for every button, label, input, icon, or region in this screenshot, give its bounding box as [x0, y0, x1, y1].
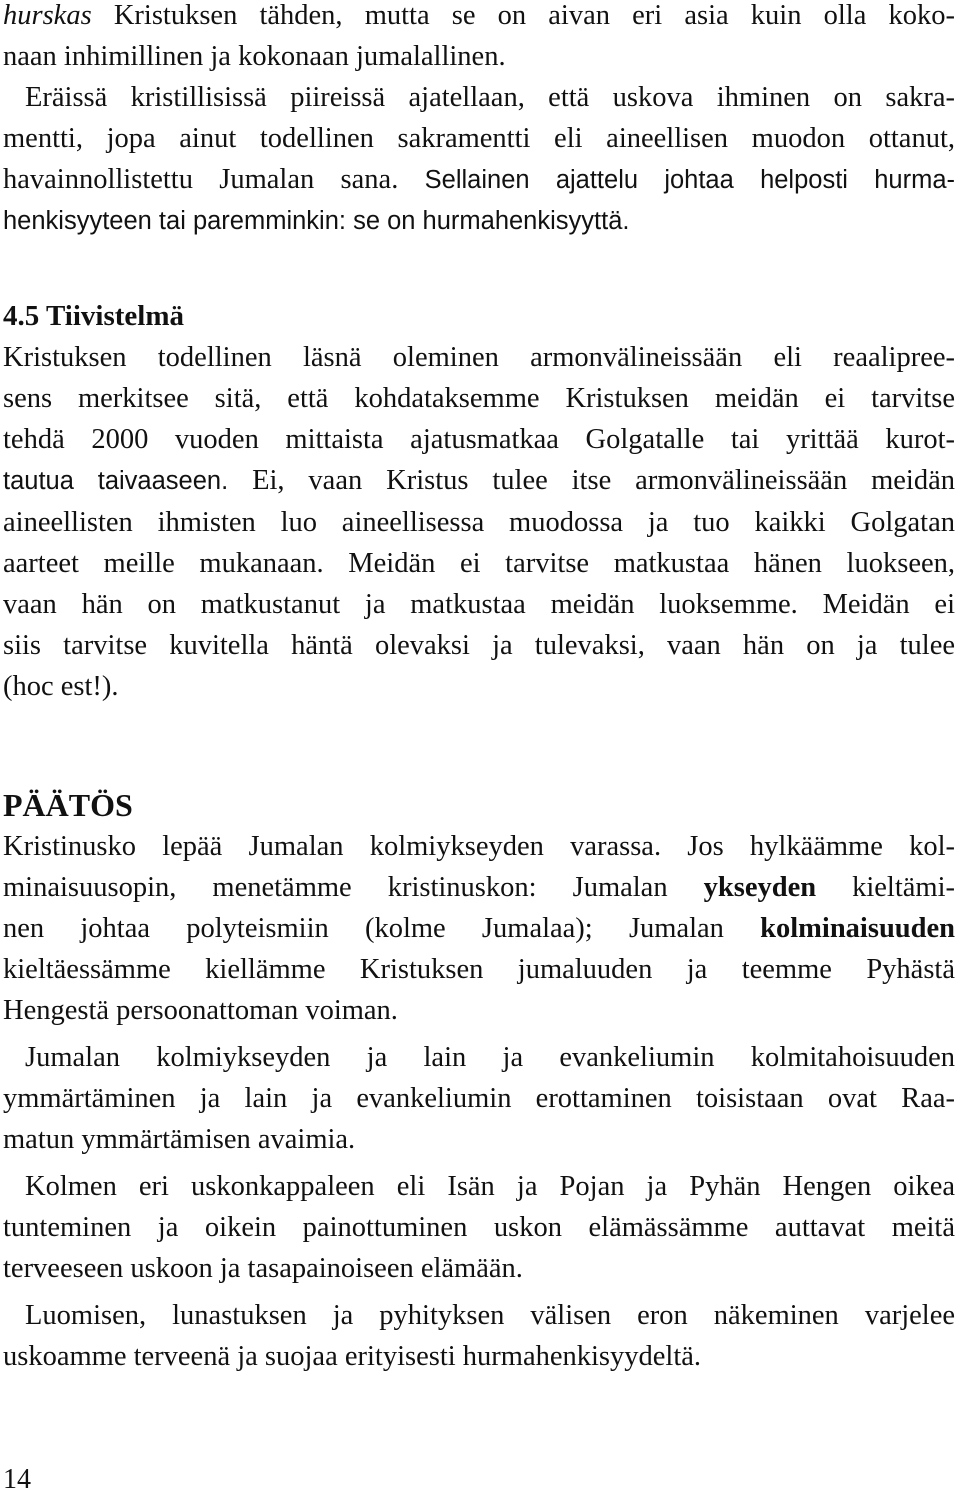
- text-run: Kristuksen tähden, mutta se on aivan eri asia kuin olla koko-: [91, 0, 955, 31]
- text-line: [3, 0, 955, 36]
- text-line: ymmärtäminen ja lain ja evankeliumin erottaminen toisistaan ovat Raa-: [3, 1083, 955, 1114]
- text-line: Hengestä persoonattoman voiman.: [3, 995, 398, 1026]
- text-line: tehdä 2000 vuoden mittaista ajatusmatkaa Golgatalle tai yrittää kurot-: [3, 424, 955, 455]
- text-run: kieltämi-: [816, 872, 955, 903]
- text-line: naan inhimillinen ja kokonaan jumalallinen.: [3, 41, 506, 72]
- text-line: vaan hän on matkustanut ja matkustaa meidän luoksemme. Meidän ei: [3, 589, 955, 620]
- page-number: 14: [3, 1464, 31, 1495]
- text-line: [3, 867, 955, 908]
- bold-word: kolminaisuuden: [760, 913, 955, 944]
- bold-word: ykseyden: [703, 872, 817, 903]
- text-line: kieltäessämme kiellämme Kristuksen jumaluuden ja teemme Pyhästä: [3, 954, 955, 985]
- text-line: Kristinusko lepää Jumalan kolmiykseyden varassa. Jos hylkäämme kol-: [3, 831, 955, 862]
- italic-word: hurskas: [3, 0, 92, 31]
- text-line: Eräissä kristillisissä piireissä ajatellaan, että uskova ihminen on sakra-: [25, 82, 955, 113]
- conclusion-paragraph-2: [3, 1037, 955, 1160]
- text-line: Kolmen eri uskonkappaleen eli Isän ja Pojan ja Pyhän Hengen oikea: [25, 1171, 955, 1202]
- text-line: terveeseen uskoon ja tasapainoiseen elämään.: [3, 1253, 523, 1284]
- conclusion-paragraph-4: [3, 1295, 955, 1377]
- text-line: siis tarvitse kuvitella häntä olevaksi ja tulevaksi, vaan hän on ja tulee: [3, 630, 955, 661]
- text-line: Kristuksen todellinen läsnä oleminen armonvälineissään eli reaalipree-: [3, 342, 955, 373]
- text-line: aineellisten ihmisten luo aineellisessa muodossa ja tuo kaikki Golgatan: [3, 507, 955, 538]
- text-line: (hoc est!).: [3, 671, 119, 702]
- text-line: matun ymmärtämisen avaimia.: [3, 1124, 356, 1155]
- text-line: uskoamme terveenä ja suojaa erityisesti hurmahenkisyydeltä.: [3, 1341, 702, 1372]
- text-line: tunteminen ja oikein painottuminen uskon elämässämme auttavat meitä: [3, 1212, 955, 1243]
- text-line: [3, 159, 955, 201]
- text-line: sens merkitsee sitä, että kohdataksemme Kristuksen meidän ei tarvitse: [3, 383, 955, 414]
- text-line: mentti, jopa ainut todellinen sakramentti eli aineellisen muodon ottanut,: [3, 123, 955, 154]
- text-line: [3, 460, 955, 502]
- text-run: Ei, vaan Kristus tulee itse armonvälineissään meidän: [228, 465, 955, 496]
- text-line: aarteet meille mukanaan. Meidän ei tarvitse matkustaa hänen luokseen,: [3, 548, 955, 579]
- conclusion-paragraph-1: [3, 826, 955, 1031]
- text-run: nen johtaa polyteismiin (kolme Jumalaa); Jumalan: [3, 913, 761, 944]
- text-line: henkisyyteen tai paremminkin: se on hurmahenkisyyttä.: [3, 207, 630, 235]
- text-line: [3, 908, 955, 949]
- text-run: minaisuusopin, menetämme kristinuskon: Jumalan: [3, 872, 704, 903]
- sans-text-run: Sellainen ajattelu johtaa helposti hurma-: [424, 166, 955, 194]
- section-heading: 4.5 Tiivistelmä: [3, 300, 184, 332]
- chapter-heading: PÄÄTÖS: [3, 787, 133, 823]
- text-line: Luomisen, lunastuksen ja pyhityksen välisen eron näkeminen varjelee: [25, 1300, 955, 1331]
- conclusion-paragraph-3: [3, 1166, 955, 1289]
- summary-paragraph: [3, 337, 955, 707]
- intro-block: [3, 0, 955, 242]
- sans-text-run: tautua taivaaseen.: [3, 467, 229, 495]
- text-run: havainnollistettu Jumalan sana.: [3, 164, 425, 195]
- text-line: Jumalan kolmiykseyden ja lain ja evankeliumin kolmitahoisuuden: [25, 1042, 955, 1073]
